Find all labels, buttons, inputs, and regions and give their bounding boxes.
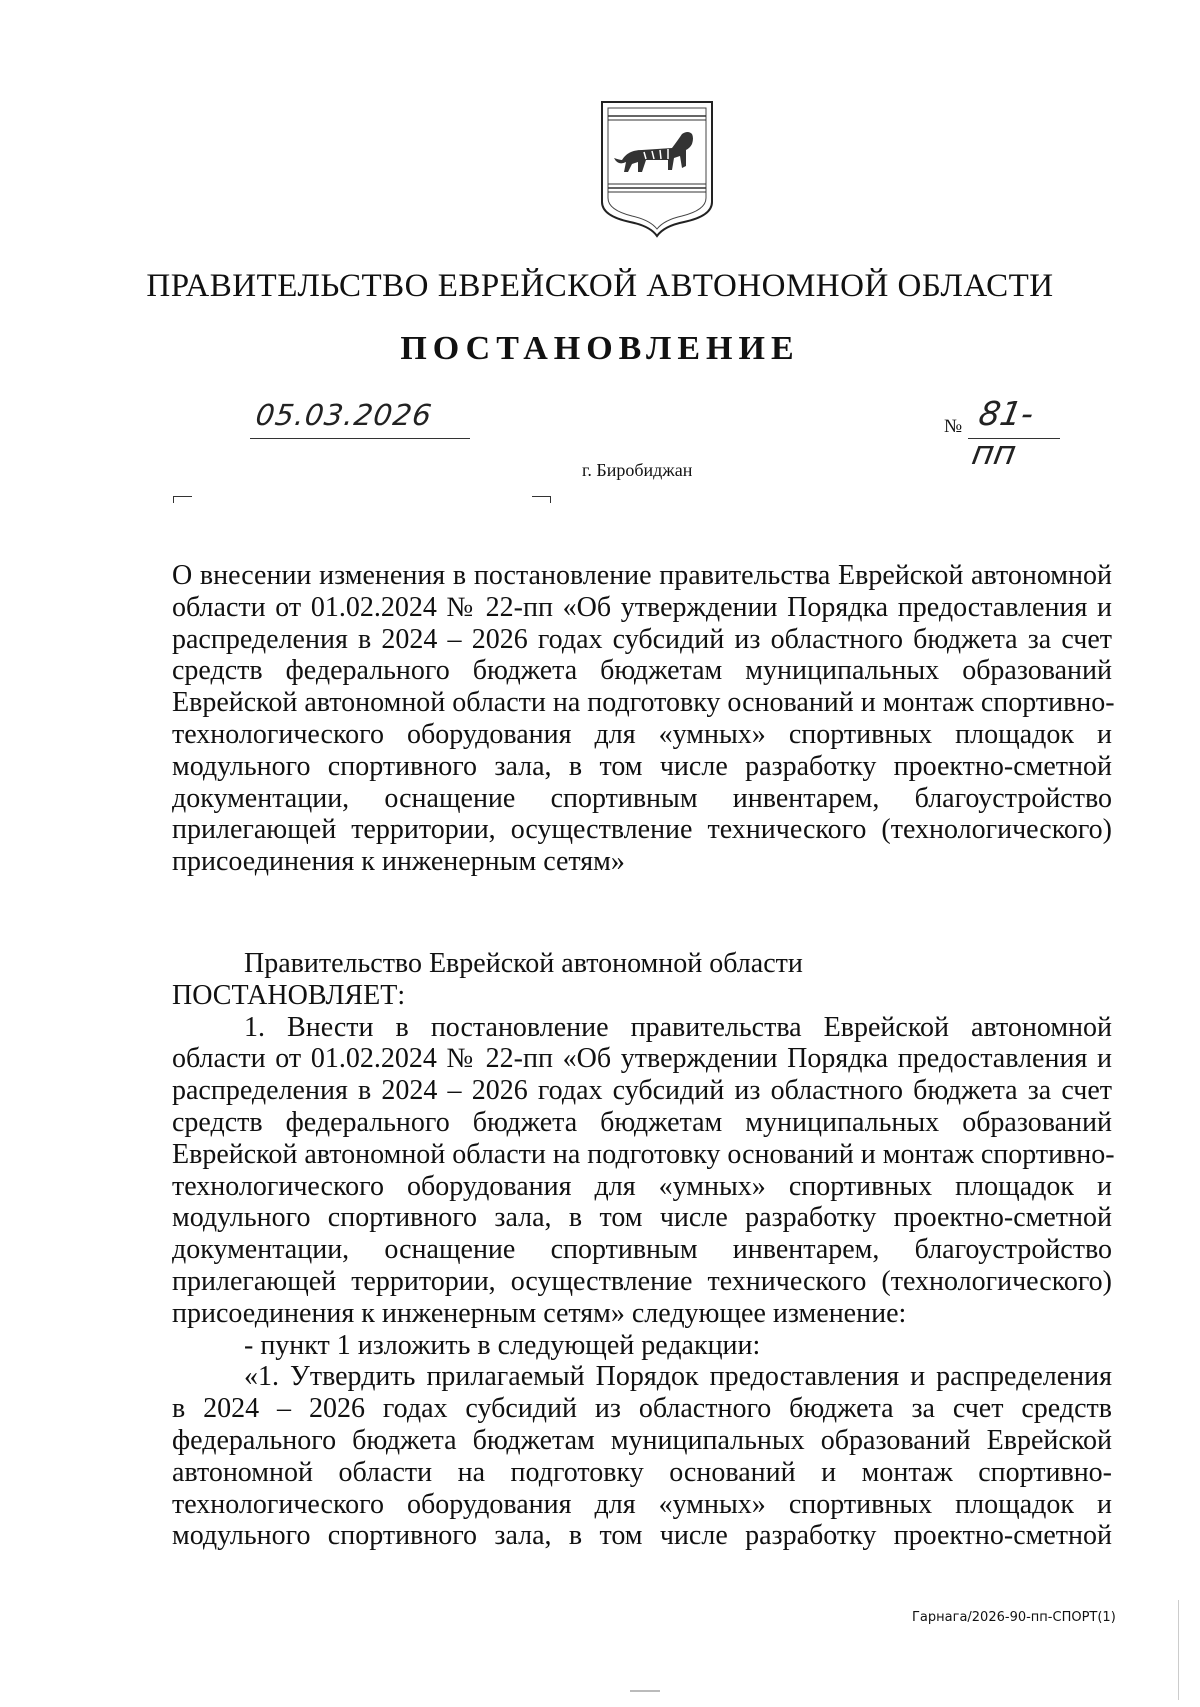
title-line: О внесении изменения в постановление правительства Еврейской автономной bbox=[172, 560, 1112, 591]
city-label: г. Биробиджан bbox=[582, 460, 693, 480]
body-line: автономной области на подготовку оснований и монтаж спортивно- bbox=[172, 1456, 1112, 1488]
title-line: присоединения к инженерным сетям» bbox=[172, 846, 625, 878]
title-line: средств федерального бюджета бюджетам муниципальных образований bbox=[172, 655, 1112, 687]
body-line: средств федерального бюджета бюджетам муниципальных образований bbox=[172, 1106, 1112, 1138]
number-field bbox=[968, 394, 1060, 472]
scan-edge-line bbox=[1178, 1600, 1179, 1700]
doc-type-heading: ПОСТАНОВЛЕНИЕ bbox=[400, 330, 800, 367]
org-title: ПРАВИТЕЛЬСТВО ЕВРЕЙСКОЙ АВТОНОМНОЙ ОБЛАСТИ bbox=[146, 268, 1054, 304]
body-line: ПОСТАНОВЛЯЕТ: bbox=[172, 979, 406, 1011]
title-line: технологического оборудования для «умных» спортивных площадок и bbox=[172, 718, 1112, 750]
title-line: документации, оснащение спортивным инвентарем, благоустройство bbox=[172, 782, 1112, 814]
body-line: 1. Внести в постановление правительства Еврейской автономной bbox=[244, 1011, 1112, 1043]
body-line: прилегающей территории, осуществление технического (технологического) bbox=[172, 1265, 1112, 1297]
title-line: Еврейской автономной области на подготовку оснований и монтаж спортивно- bbox=[172, 687, 1115, 719]
handwritten-number: 81-пп bbox=[969, 394, 1037, 472]
scan-artifact bbox=[630, 1690, 660, 1692]
title-line: модульного спортивного зала, в том числе разработку проектно-сметной bbox=[172, 750, 1112, 782]
body-line: присоединения к инженерным сетям» следующее изменение: bbox=[172, 1297, 907, 1329]
footer-doc-code: Гарнага/2026-90-пп-СПОРТ(1) bbox=[912, 1610, 1116, 1625]
body-line: технологического оборудования для «умных» спортивных площадок и bbox=[172, 1170, 1112, 1202]
body-line: в 2024 – 2026 годах субсидий из областного бюджета за счет средств bbox=[172, 1393, 1112, 1425]
body-line: - пункт 1 изложить в следующей редакции: bbox=[244, 1329, 761, 1361]
title-line: прилегающей территории, осуществление технического (технологического) bbox=[172, 814, 1112, 846]
body-line: распределения в 2024 – 2026 годах субсидий из областного бюджета за счет bbox=[172, 1075, 1112, 1107]
number-label: № bbox=[944, 416, 963, 437]
date-field bbox=[250, 398, 470, 439]
title-line: области от 01.02.2024 № 22-пп «Об утверждении Порядка предоставления и bbox=[172, 591, 1112, 623]
corner-mark-right bbox=[532, 496, 551, 503]
body-line: Правительство Еврейской автономной области bbox=[244, 948, 803, 979]
document-title bbox=[172, 560, 1115, 878]
title-line: распределения в 2024 – 2026 годах субсидий из областного бюджета за счет bbox=[172, 623, 1112, 655]
body-line: Еврейской автономной области на подготовку оснований и монтаж спортивно- bbox=[172, 1138, 1115, 1170]
body-line: модульного спортивного зала, в том числе разработку проектно-сметной bbox=[172, 1202, 1112, 1234]
document-body bbox=[172, 948, 1115, 1552]
body-line: модульного спортивного зала, в том числе разработку проектно-сметной bbox=[172, 1520, 1112, 1552]
handwritten-date: 05.03.2026 bbox=[253, 398, 435, 432]
body-line: «1. Утвердить прилагаемый Порядок предоставления и распределения bbox=[244, 1361, 1112, 1393]
body-line: технологического оборудования для «умных» спортивных площадок и bbox=[172, 1488, 1112, 1520]
corner-mark-left bbox=[173, 496, 192, 503]
body-line: документации, оснащение спортивным инвентарем, благоустройство bbox=[172, 1234, 1112, 1266]
body-line: федерального бюджета бюджетам муниципальных образований Еврейской bbox=[172, 1424, 1112, 1456]
body-line: области от 01.02.2024 № 22-пп «Об утверждении Порядка предоставления и bbox=[172, 1043, 1112, 1075]
tiger-coat-of-arms-icon bbox=[598, 98, 716, 238]
